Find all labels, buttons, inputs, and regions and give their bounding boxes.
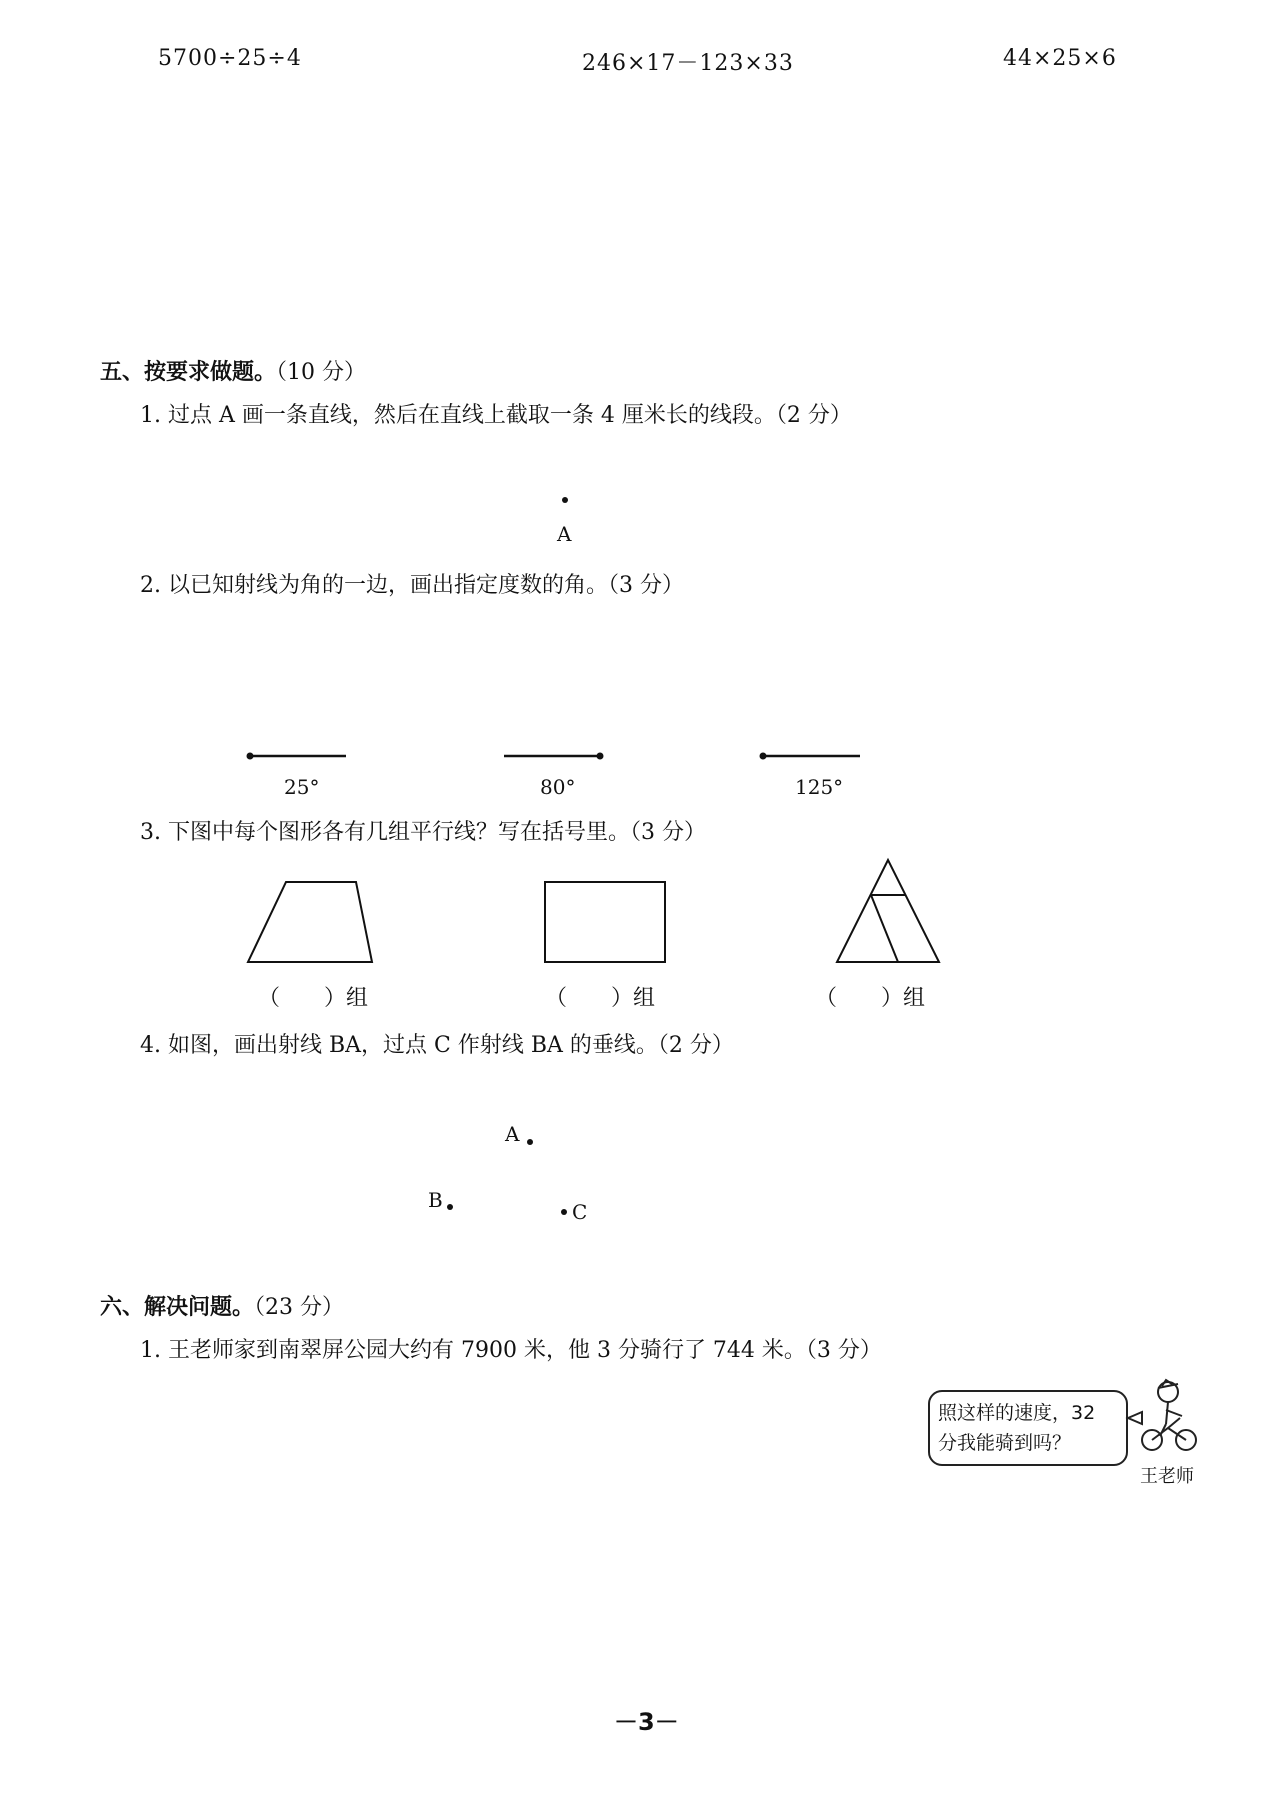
triangle-shape: [837, 860, 939, 962]
point-b-dot: [447, 1204, 453, 1210]
section6-points: （23 分）: [254, 1295, 345, 1320]
cyclist-icon: [1138, 1378, 1198, 1458]
question-5-4: 4. 如图，画出射线 BA，过点 C 作射线 BA 的垂线。（2 分）: [140, 1033, 734, 1058]
question-5-3: 3. 下图中每个图形各有几组平行线？写在括号里。（3 分）: [140, 820, 706, 845]
rays-figure: [0, 746, 1280, 766]
point-c-label: C: [572, 1200, 588, 1224]
section5-title: 五、按要求做题。: [100, 360, 277, 385]
question-5-2: 2. 以已知射线为角的一边，画出指定度数的角。（3 分）: [140, 573, 684, 598]
trapezoid-blank[interactable]: （ ）组: [258, 986, 369, 1011]
speech-bubble: 照这样的速度，32 分我能骑到吗？: [928, 1390, 1128, 1466]
calc-expression-1: 5700÷25÷4: [158, 46, 302, 71]
point-a-dot: [562, 497, 568, 503]
page-number: －3－: [614, 1708, 679, 1736]
ray-25-endpoint: [247, 753, 254, 760]
section6-title: 六、解决问题。: [100, 1295, 255, 1320]
point-a-q4-label: A: [505, 1122, 520, 1146]
rectangle-blank[interactable]: （ ）组: [545, 986, 656, 1011]
teacher-label: 王老师: [1140, 1466, 1194, 1487]
question-6-1: 1. 王老师家到南翠屏公园大约有 7900 米，他 3 分骑行了 744 米。（3 分）: [140, 1338, 882, 1363]
section6-heading: [100, 1290, 344, 1321]
point-c-dot: [561, 1209, 567, 1215]
calc-expression-3: 44×25×6: [1003, 46, 1117, 71]
triangle-blank[interactable]: （ ）组: [815, 986, 926, 1011]
point-a-q4-dot: [527, 1139, 533, 1145]
question-5-1: 1. 过点 A 画一条直线，然后在直线上截取一条 4 厘米长的线段。（2 分）: [140, 403, 852, 428]
angle-label-80: 80°: [540, 775, 576, 799]
trapezoid-shape: [248, 882, 372, 962]
ray-80-endpoint: [597, 753, 604, 760]
angle-label-25: 25°: [284, 775, 320, 799]
shapes-figure: [0, 855, 1280, 975]
rectangle-shape: [545, 882, 665, 962]
calc-expression-2: 246×17－123×33: [582, 51, 794, 76]
triangle-inner-diagonal: [871, 895, 898, 962]
section5-heading: [100, 355, 366, 386]
angle-label-125: 125°: [795, 775, 844, 799]
point-b-label: B: [428, 1188, 443, 1212]
ray-125-endpoint: [760, 753, 767, 760]
point-a-label: A: [557, 522, 572, 546]
section5-points: （10 分）: [276, 360, 367, 385]
